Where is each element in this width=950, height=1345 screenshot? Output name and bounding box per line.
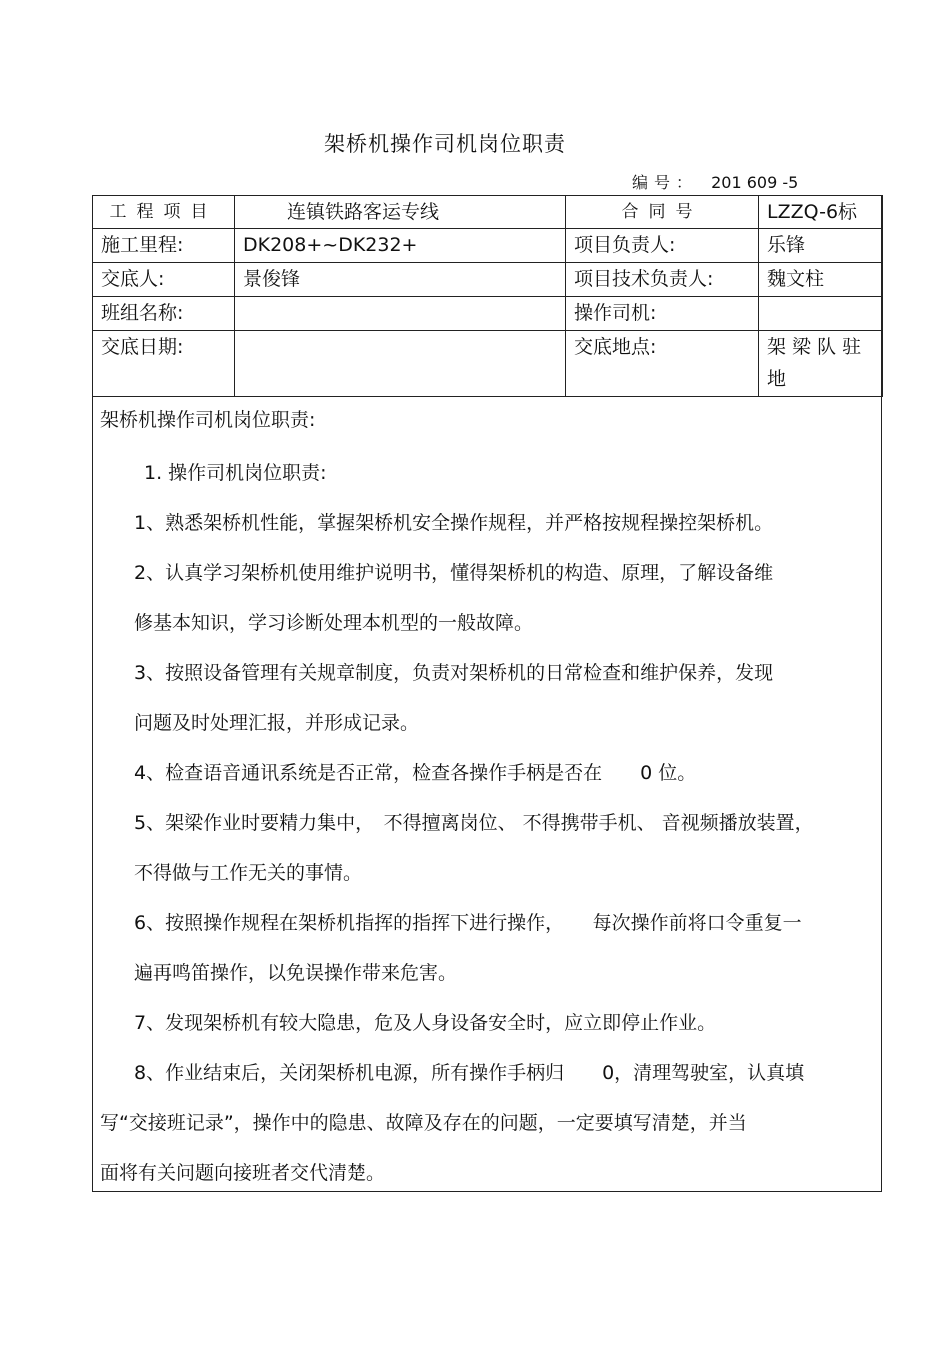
tech-lead-value: 魏文柱 <box>759 263 883 297</box>
duty-line: 修基本知识，学习诊断处理本机型的一般故障。 <box>134 612 534 634</box>
duty-line: 问题及时处理汇报，并形成记录。 <box>134 712 420 734</box>
handover-label: 交底人: <box>93 263 235 297</box>
duty-line: 7、发现架桥机有较大隐患，危及人身设备安全时，应立即停止作业。 <box>134 1012 717 1034</box>
mileage-label: 施工里程: <box>93 229 235 263</box>
project-value: 连镇铁路客运专线 <box>235 196 566 229</box>
pm-value: 乐锋 <box>759 229 883 263</box>
header-table <box>92 195 883 397</box>
project-label: 工程项目 <box>93 196 235 229</box>
date-label: 交底日期: <box>93 331 235 397</box>
mileage-value: DK208+~DK232+ <box>235 229 566 263</box>
place-label: 交底地点: <box>566 331 759 397</box>
duty-line: 3、按照设备管理有关规章制度，负责对架桥机的日常检查和维护保养，发现 <box>134 662 774 684</box>
duty-line: 不得做与工作无关的事情。 <box>134 862 363 884</box>
place-value-line1: 架 梁 队 驻 <box>767 336 862 358</box>
duty-line: 面将有关问题向接班者交代清楚。 <box>100 1162 386 1184</box>
duty-line: 4、检查语音通讯系统是否正常，检查各操作手柄是否在 0 位。 <box>134 762 697 784</box>
team-value <box>235 297 566 331</box>
duty-line: 5、架梁作业时要精力集中， 不得擅离岗位、 不得携带手机、 音视频播放装置， <box>134 812 814 834</box>
duties-subheading: 1. 操作司机岗位职责: <box>144 462 327 484</box>
duty-line: 1、熟悉架桥机性能，掌握架桥机安全操作规程，并严格按规程操控架桥机。 <box>134 512 774 534</box>
document-number-label: 编号： <box>632 173 699 192</box>
pm-label: 项目负责人: <box>566 229 759 263</box>
duty-line: 遍再鸣笛操作，以免误操作带来危害。 <box>134 962 458 984</box>
driver-value <box>759 297 883 331</box>
date-value <box>235 331 566 397</box>
document-number <box>632 170 798 193</box>
duty-line: 2、认真学习架桥机使用维护说明书，懂得架桥机的构造、原理，了解设备维 <box>134 562 774 584</box>
handover-value: 景俊锋 <box>235 263 566 297</box>
place-value-line2: 地 <box>767 368 787 390</box>
contract-value: LZZQ-6标 <box>759 196 883 229</box>
document-title: 架桥机操作司机岗位职责 <box>324 132 566 156</box>
duties-heading: 架桥机操作司机岗位职责: <box>100 409 316 431</box>
duty-line: 6、按照操作规程在架桥机指挥的指挥下进行操作， 每次操作前将口令重复一 <box>134 912 802 934</box>
document-number-value: 201 609 -5 <box>711 173 799 192</box>
duty-line: 8、作业结束后，关闭架桥机电源，所有操作手柄归 0，清理驾驶室，认真填 <box>134 1062 805 1084</box>
team-label: 班组名称: <box>93 297 235 331</box>
driver-label: 操作司机: <box>566 297 759 331</box>
contract-label: 合同号 <box>566 196 759 229</box>
tech-lead-label: 项目技术负责人: <box>566 263 759 297</box>
place-value <box>759 331 883 397</box>
duty-line: 写“交接班记录”，操作中的隐患、故障及存在的问题，一定要填写清楚，并当 <box>100 1112 747 1134</box>
